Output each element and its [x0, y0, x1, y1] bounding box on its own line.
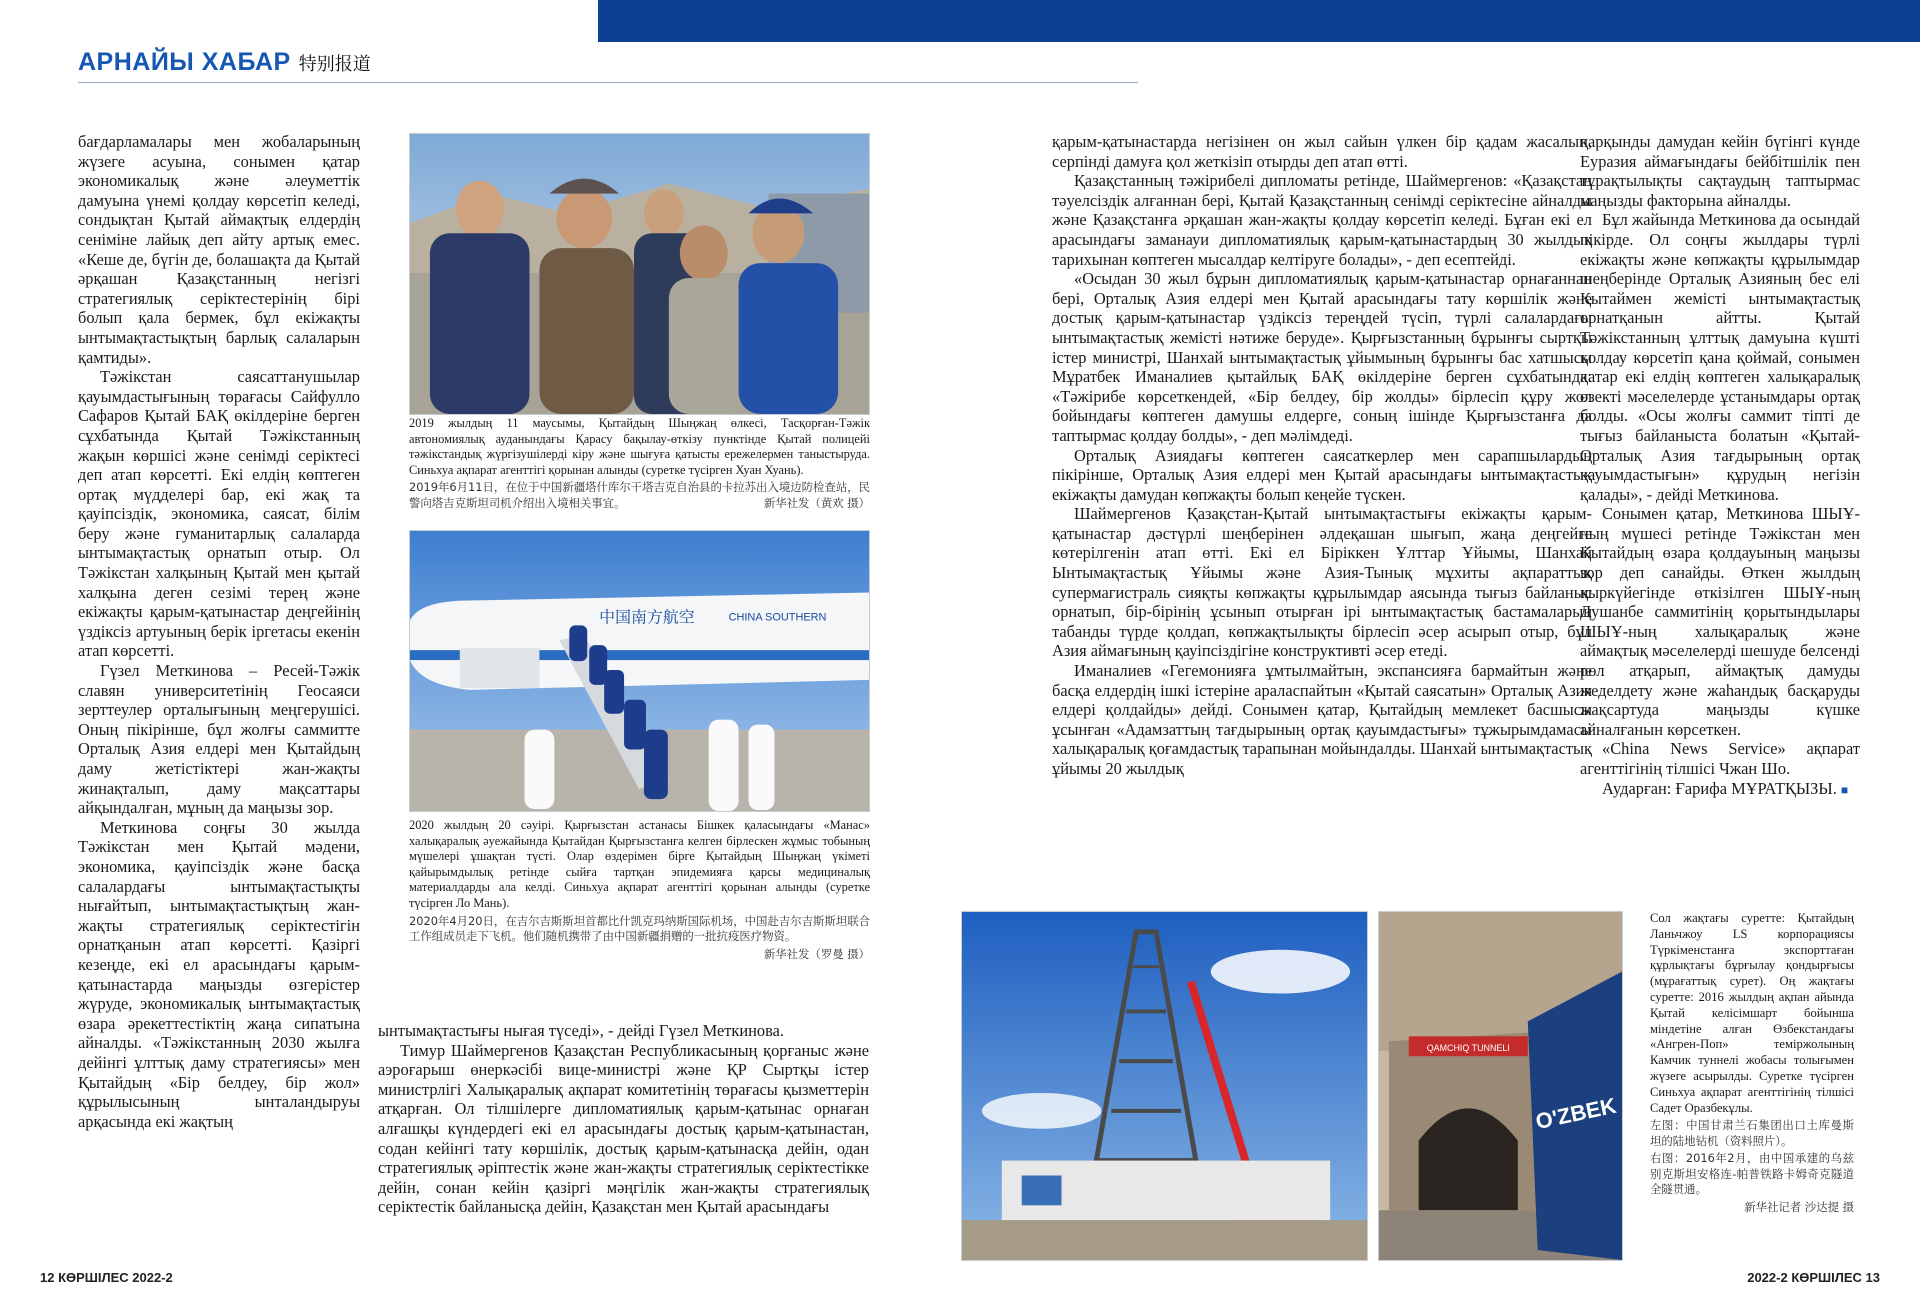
- section-title-kz: АРНАЙЫ ХАБАР: [78, 48, 291, 76]
- caption-text-kz: 2020 жылдың 20 сәуірі. Қырғызстан астанасы Бішкек қаласындағы «Манас» халықаралық әуежайында Қытайдан Қырғызстанға келген бірлескен жұмыс тобының мүшелері ұшақтан түсті. Олар өздерімен бірге Қытайдың Шыңжаң үкіметі қайырымдылық ретінде сыйға тартқан эпидемияға қарсы медициналық материалдарды ала келді. Синьхуа ақпарат агенттігі қорынан алынды (суретке түсірген Ло Мань).: [409, 818, 870, 910]
- paragraph: Меткинова соңғы 30 жылда Тәжікстан мен Қытай мәдени, экономика, қауіпсіздік және басқа салалардағы ынтымақтастықты нығайтып, ынтымақтастықтың жан-жақты стратегиялық серіктестігін орнатқанын атап көрсетті. Қазіргі кезеңде, екі ел арасындағы қарым-қатынастарда маңызды өзгерістер жүруде, экономикалық ынтымақтастық өзара әрекеттестіктің жаңа сипатына айналды. «Тәжікстанның 2030 жылға дейінгі ұлттық даму стратегиясы» мен Қытайдың «Бір белдеу, бір жол» құрылысының ынталандыруы арқасында екі жақтың: [78, 817, 360, 1131]
- tunnel-sign-text: QAMCHIQ TUNNELI: [1426, 1043, 1510, 1054]
- caption-text-cn: 2019年6月11日，在位于中国新疆塔什库尔干塔吉克自治县的卡拉苏出入境边防检查站，民警向塔吉克斯坦司机介绍出入境相关事宜。 新华社发（黄欢 摄）: [409, 480, 870, 510]
- plane-livery-cn: 中国南方航空: [599, 607, 695, 627]
- paragraph: Иманалиев «Гегемонияға ұмтылмайтын, экспансияға бармайтын және басқа елдердің ішкі істеріне араласпайтын «Қытай саясатын» Орталық Азия елдері қолдайды» дейді. Сонымен қатар, Қытайдың мемлекет басшысы ұсынған «Адамзаттың тағдырының ортақ қауымдастығы» тұжырымдамасы халықаралық қоғамдастық тарапынан мойындалды. Шанхай ынтымақтастық ұйымы 20 жылдық: [1052, 661, 1592, 778]
- translator-credit: Аударған: Ғарифа МҰРАТҚЫЗЫ. ■: [1602, 778, 1849, 798]
- column-1: [78, 132, 360, 1131]
- paragraph: Орталық Азиядағы көптеген саясаткерлер мен сарапшылардың пікірінше, Орталық Азия елдері мен Қытай арасындағы ынтымақтастық екіжақты дамудан көпжақты болып кеңейе түскен.: [1052, 445, 1592, 504]
- photo-2-caption: [409, 818, 870, 962]
- magazine-name: КӨРШІЛЕС: [1791, 1270, 1862, 1285]
- header-rule: [78, 82, 1138, 83]
- top-color-bar: [598, 0, 1920, 42]
- photo-credit: 新华社记者 沙达提 摄: [1744, 1199, 1854, 1214]
- paragraph: ынтымақтастығы нығая түседі», - дейді Гүзел Меткинова.: [378, 1021, 784, 1040]
- paragraph: Тимур Шаймергенов Қазақстан Республикасының қорғаныс және аэроғарыш өнеркәсібі вице-министрі және ҚР Сыртқы істер министрлігі Халықаралық ақпарат комитетінің төрағасы қызметтерін атқарған. Ол тілшілерге дипломатиялық қарым-қатынас орнаған алғашқы күндердегі екі ел арасындағы достық қарым-қатынастан, содан кейінгі тату көршілік, достық қарым-қатынасқа дейін, одан стратегиялық әріптестік және жан-жақты стратегиялық серіктестікке дейін, сонан кейін қазіргі мәңгілік жан-жақты стратегиялық серіктестік байланысқа дейін, Қазақстан мен Қытай арасындағы: [378, 1040, 869, 1217]
- paragraph: Шаймергенов Қазақстан-Қытай ынтымақтастығы екіжақты қарым-қатынастар дәстүрлі шеңберінен әлдеқашан шығып, жаңа деңгейге көтерілгенін атап өтті. Екі ел Біріккен Ұлттар Ұйымы, Шанхай Ынтымақтастық Ұйымы және Азия-Тынық мұхиты ақпараттық супермагистраль сияқты көпжақты құрылымдар аясында тығыз байланыс орнатып, бір-бірінің ұсынып отырған ірі ынтымақтастық бастамаларын табанды түрде қолдап, көпжақтылықты бірлесіп әсер асырып отыр, бұл Азия аймағының қауіпсіздігіне конструктивті әсер етеді.: [1052, 504, 1592, 661]
- paragraph: Қазақстанның тәжірибелі дипломаты ретінде, Шаймергенов: «Қазақстан тәуелсіздік алғаннан бері, Қытай Қазақстанның сенімді серіктесіне айналды және Қазақстанға әрқашан жан-жақты қолдау көрсетіп келеді. Бұған екі ел арасындағы заманауи дипломатиялық қарым-қатынастардың 30 жылдық тарихынан көптеген мысалдар келтіруге болады», - деп есептейді.: [1052, 171, 1592, 269]
- page-number: 13: [1865, 1270, 1880, 1285]
- page-folio-left: [40, 1270, 173, 1285]
- magazine-name: КӨРШІЛЕС: [58, 1270, 129, 1285]
- caption-text-cn: 2020年4月20日，在吉尔吉斯斯坦首都比什凯克玛纳斯国际机场，中国赴吉尔吉斯斯坦联合工作组成员走下飞机。他们随机携带了由中国新疆捐赠的一批抗疫医疗物资。: [409, 913, 870, 944]
- paragraph: Бұл жайында Меткинова да осындай пікірде. Ол соңғы жылдары түрлі екіжақты және көпжақты құрылымдар шеңберінде Орталық Азияның бес елі Қытаймен жемісті ынтымақтастық орнатқанын айтты. Қытай Тәжікстанның ұлттық дамуына күшті қолдау көрсетіп қана қоймай, сонымен қатар екі елдің көптеген халықаралық өзекті мәселелерде ұстанымдары ортақ болды. «Осы жолғы саммит тіпті де тығыз байланыста болатын «Қытай-Орталық Азия тағдырының ортақ қауымдастығын» құрудың негізін қалады», - дейді Меткинова.: [1580, 210, 1860, 504]
- photo-credit: 新华社发（黄欢 摄）: [763, 495, 870, 510]
- column-4: [1580, 132, 1860, 800]
- paragraph: Гүзел Меткинова – Ресей-Тәжік славян университетінің Геосаяси зерттеулер орталығының меңгерушісі. Оның пікірінше, бұл жолғы саммитте Орталық Азия елдері мен Қытайдың даму жетістіктері жан-жақты жинақталып, даму мақсаттары айқындалған, мұның да маңызы зор.: [78, 661, 360, 818]
- end-mark: ■: [1840, 782, 1849, 797]
- paragraph: қарым-қатынастарда негізінен он жыл сайын үлкен бір қадам жасалып, серпінді дамуға қол жеткізіп отырды деп атап өтті.: [1052, 132, 1592, 171]
- paragraph: Сонымен қатар, Меткинова ШЫҰ-ның мүшесі ретінде Тәжікстан мен Қытайдың өзара қолдауының маңызы зор деп санайды. Өткен жылдың қыркүйегінде өткізілген ШЫҰ-ның Душанбе саммитінің қорытындылары ШЫҰ-ның халықаралық және аймақтық мәселелерді шешуде белсенді рөл атқарып, аймақтық дамуды жеделдету және жаһандық басқаруды жақсартуда маңызды күшке айналғанын көрсеткен.: [1580, 504, 1860, 739]
- plane-livery-en: CHINA SOUTHERN: [728, 611, 827, 624]
- caption-text-kz: 2019 жылдың 11 маусымы, Қытайдың Шыңжаң өлкесі, Тасқорған-Тәжік автономиялық ауданындағы Қарасу бақылау-өткізу пунктінде Қытай полицейі тәжікстандық жүргізушілерді кіру және шығуға қатысты ережелермен таныстыруда. Синьхуа ақпарат агенттігі қорынан алынды (суретке түсірген Хуан Хуань).: [409, 416, 870, 477]
- caption-text-kz: Сол жақтағы суретте: Қытайдың Ланьчжоу LS корпорациясы Түркіменстанға экспорттаған құрлықтағы бұрғылау қондырғысы (мұрағаттық сурет). Оң жақтағы суретте: 2016 жылдың ақпан айында Қытай келісімшарт бойынша міндетіне алған Өзбекстандағы «Ангрен-Поп» теміржолының Камчик туннелі жобасы толығымен жүзеге асырылды. Суретке түсірген Синьхуа ақпарат агенттігінің тілшісі Садет Оразбекұлы.: [1650, 911, 1854, 1115]
- photo-1-caption: [409, 416, 870, 511]
- paragraph: «Осыдан 30 жыл бұрын дипломатиялық қарым-қатынастар орнағаннан бері, Орталық Азия елдері мен Қытай арасындағы тату көршілік және достық қарым-қатынастар үздіксіз тереңдей түсіп, түрлі салалардағы ынтымақтастық жемісті нәтиже беруде». Қырғызстанның бұрынғы сыртқы істер министрі, Шанхай ынтымақтастық ұйымының бұрынғы бас хатшысы Мұратбек Иманалиев қытайлық БАҚ өкілдеріне берген сұхбатында: «Тәжірибе көрсеткендей, «Бір белдеу, бір жолды» бірлесіп құру жол бойындағы көптеген дамушы елдерге, соның ішінде Қырғызстанға да таптырмас қолдау болды», - деп мәлімдеді.: [1052, 269, 1592, 445]
- column-3: [1052, 132, 1592, 779]
- issue-number: 2022-2: [1747, 1270, 1788, 1285]
- paragraph: Тәжікстан саясаттанушылар қауымдастығының төрағасы Сайфулло Сафаров Қытай БАҚ өкілдеріне берген сұхбатында Қытай Тәжікстанның жақын көршісі және сенімді серіктесі деп атап көрсетті. Екі елдің көптеген ортақ мүдделері бар, екі жақ та қауіпсіздік, экономика, саясат, білім беру және гуманитарлық салаларда ынтымақтастық орнатып отыр. Ол Тәжікстан халқының Қытай мен қытай халқына деген сезімі терең және екіжақты қарым-қатынастар деңгейінің үздіксіз артуының берік іргетасы екенін атап көрсетті.: [78, 367, 360, 661]
- photo-tunnel-train: [1378, 911, 1623, 1261]
- issue-number: 2022-2: [132, 1270, 173, 1285]
- section-header: [78, 48, 371, 77]
- page-folio-right: [1747, 1270, 1880, 1285]
- photos-right-caption: [1650, 911, 1854, 1215]
- paragraph: бағдарламалары мен жобаларының жүзеге асуына, сонымен қатар экономикалық және әлеуметтік дамуына үнемі қолдау көрсетіп келеді, сондықтан Қытай аймақтық елдердің сеніміне лайық деп айту артық емес. «Кеше де, бүгін де, болашақта да Қытай әрқашан Қазақстанның негізгі стратегиялық серіктестерінің бірі болып қала бермек, бұл екіжақты ынтымақтастықтың барлық салаларын қамтиды».: [78, 132, 360, 367]
- page-number: 12: [40, 1270, 55, 1285]
- column-2-bottom: [378, 1021, 869, 1217]
- paragraph: «China News Service» ақпарат агенттігінің тілшісі Чжан Шо.: [1580, 739, 1860, 778]
- paragraph: қарқынды дамудан кейін бүгінгі күнде Еуразия аймағындағы бейбітшілік пен тұрақтылықты сақтаудың таптырмас маңызды факторына айналды.: [1580, 132, 1860, 210]
- photo-aircraft-arrival: [409, 530, 870, 812]
- caption-text-cn-right: 右图：2016年2月，由中国承建的乌兹别克斯坦安格连-帕普铁路卡姆奇克隧道全隧贯通。: [1650, 1151, 1854, 1197]
- photo-credit: 新华社发（罗曼 摄）: [763, 946, 870, 961]
- photo-drilling-rig: [961, 911, 1368, 1261]
- train-livery-text: O'ZBEK: [1533, 1092, 1619, 1135]
- section-title-cn: 特别报道: [298, 54, 371, 75]
- caption-text-cn-left: 左图：中国甘肃兰石集团出口土库曼斯坦的陆地钻机（资料照片）。: [1650, 1118, 1854, 1148]
- photo-border-checkpoint: [409, 133, 870, 415]
